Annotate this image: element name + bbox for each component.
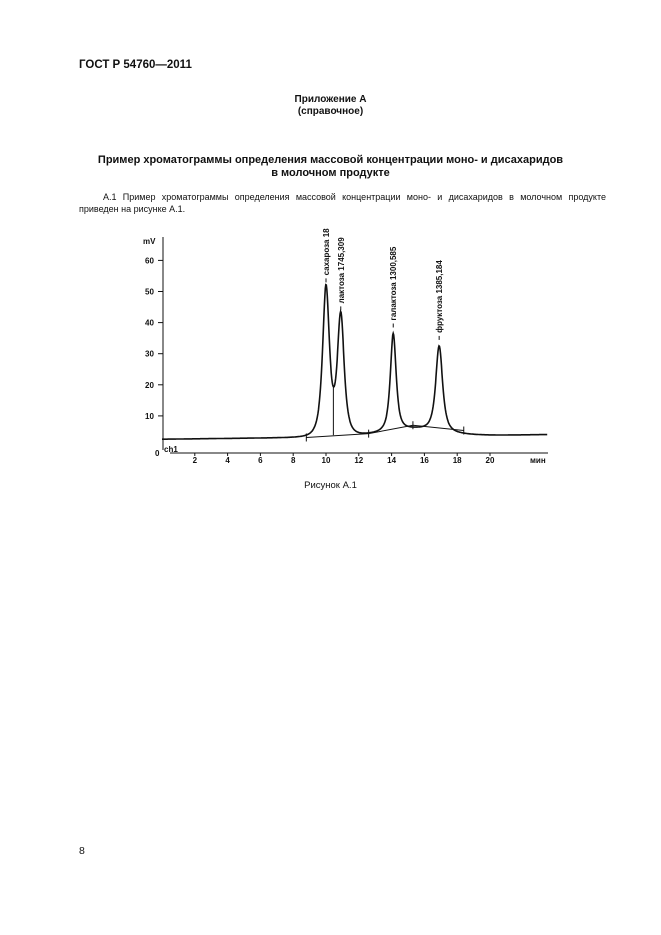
y-axis-label: mV	[143, 237, 156, 246]
x-tick-label: 16	[419, 456, 429, 465]
x-tick-label: 18	[452, 456, 462, 465]
y-tick-label: 60	[145, 256, 154, 266]
signal-line	[162, 285, 547, 440]
x-tick-label: 10	[321, 456, 331, 465]
peak-label: фруктоза 1385,184	[435, 260, 445, 333]
peak-label: галактоза 1300,585	[389, 246, 399, 321]
heading-line-2: в молочном продукте	[271, 167, 390, 179]
x-tick-label: 12	[354, 456, 364, 465]
appendix-label: Приложение А	[294, 94, 367, 105]
figure-caption: Рисунок А.1	[304, 480, 357, 491]
y-tick-label: 10	[145, 411, 154, 421]
x-tick-label: 2	[192, 456, 198, 465]
page-number: 8	[79, 845, 85, 857]
body-paragraph: А.1 Пример хроматограммы определения массовой концентрации моно- и дисахаридов в молочном продукте приведен на рисунке А.1.	[79, 192, 606, 214]
y-tick-label: 30	[145, 349, 154, 359]
y-tick-label: 40	[145, 318, 154, 328]
peak-label: сахароза 18	[322, 228, 331, 276]
document-header: ГОСТ Р 54760—2011	[79, 59, 192, 71]
x-axis-label: мин	[530, 456, 546, 465]
x-tick-label: 4	[225, 456, 230, 465]
appendix-type: (справочное)	[297, 106, 364, 117]
x-tick-label: 8	[290, 456, 296, 465]
integration-baseline	[306, 425, 463, 437]
heading-line-1: Пример хроматограммы определения массовой концентрации моно- и дисахаридов	[97, 154, 564, 166]
y-tick-label: 50	[145, 287, 154, 297]
x-tick-label: 20	[485, 456, 495, 465]
y-origin-label: 0	[155, 449, 160, 458]
channel-label: ch1	[164, 445, 178, 454]
peak-label: лактоза 1745,309	[336, 237, 346, 304]
y-tick-label: 20	[145, 380, 154, 390]
x-tick-label: 6	[258, 456, 263, 465]
x-tick-label: 14	[387, 456, 397, 465]
